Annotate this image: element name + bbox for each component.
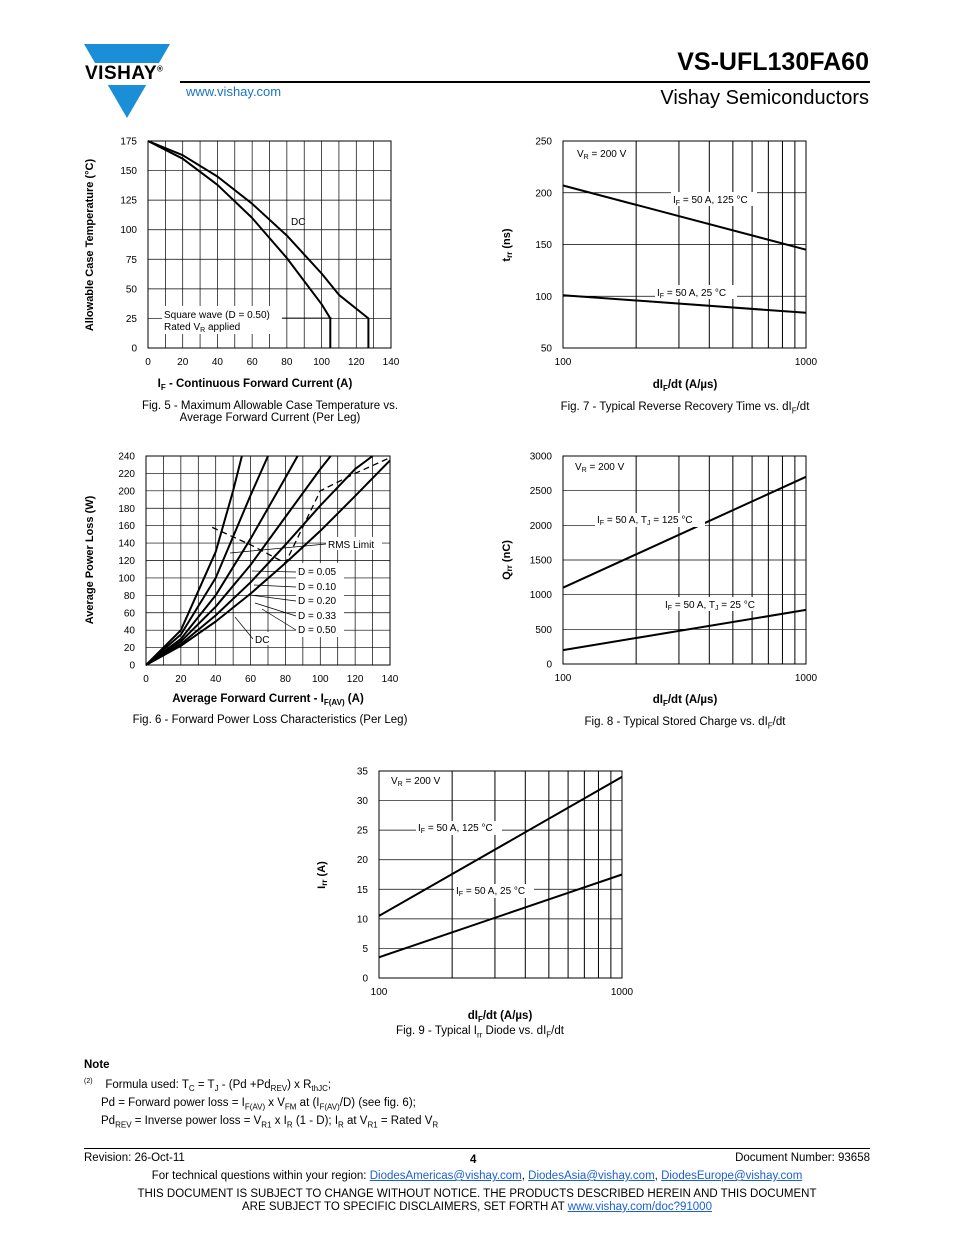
fig8-annot-25: $I_F = 50$ A, $T_J = 25$ °C [665, 600, 755, 612]
fig8-series-1 [563, 477, 806, 588]
fig9-annot-125: $I_F = 50$ A, 125 °C [418, 823, 493, 835]
fig5-ytick-label: 75 [125, 254, 137, 266]
fig5-ytick-label: 175 [120, 136, 137, 148]
fig6-xtick-label: 100 [311, 674, 329, 685]
fig7-ytick-label: 150 [535, 240, 552, 251]
fig8-ytick-label: 3000 [529, 451, 552, 463]
fig9-chart [310, 760, 640, 1028]
page-number: 4 [470, 1154, 477, 1166]
fig7-xtick-label: 1000 [794, 357, 818, 368]
fig5-ytick-label: 0 [131, 343, 137, 355]
svg-text:D = 0.05: D = 0.05 [298, 567, 337, 578]
disclaimer-2: ARE SUBJECT TO SPECIFIC DISCLAIMERS, SET FORTH AT www.vishay.com/doc?91000 [242, 1201, 712, 1213]
fig6-xtick-label: 140 [381, 674, 399, 685]
fig8-ylabel: Qrr (nC) [501, 540, 514, 580]
fig9-ytick-label: 25 [356, 825, 368, 837]
fig7-xtick-label: 100 [554, 357, 572, 368]
logo-text: VISHAY® [85, 63, 164, 84]
fig6-leader-line [252, 571, 296, 572]
fig5-ytick-label: 100 [120, 225, 137, 237]
fig5-ytick-label: 125 [120, 195, 137, 207]
fig7-ytick-label: 200 [535, 188, 552, 200]
fig6-chart [80, 445, 420, 710]
fig7-xlabel: $dI_F/dt$ (A/µs) [652, 379, 718, 393]
fig6-ytick-label: 240 [118, 451, 135, 463]
fig6-xtick-label: 20 [175, 674, 187, 685]
svg-text:DC: DC [255, 635, 270, 646]
fig7-annot-25: $I_F = 50$ A, 25 °C [657, 288, 727, 300]
svg-text:D = 0.20: D = 0.20 [298, 596, 337, 607]
fig9-annot-25: $I_F = 50$ A, 25 °C [456, 886, 526, 898]
fig5-xtick-label: 80 [281, 357, 293, 368]
note-body: $^{(2)}$ Formula used: $T_C = T_J - (Pd +Pd_{REV})$ x $R_{thJC}$; Pd = Forward power loss = $I_{F(AV)}$ x $V_{FM}$ at $(I_{F(AV)}/D)$ (see fig. 6); $Pd_{REV}$ = Inverse power loss = $V_{R1}$ x $I_R$ (1 - D); $I_R$ at $V_{R1}$ = Rated $V_R$ [84, 1078, 439, 1130]
fig5-xtick-label: 120 [347, 357, 365, 368]
header-rule [180, 81, 870, 83]
fig6-ytick-label: 0 [129, 660, 135, 672]
contact-line: For technical questions within your region: DiodesAmericas@vishay.com, DiodesAsia@vishay.com, DiodesEurope@vishay.com [151, 1170, 803, 1182]
fig7-annot-125: $I_F = 50$ A, 125 °C [673, 195, 748, 207]
fig8-ytick-label: 1500 [529, 555, 552, 567]
fig8-xtick-label: 100 [554, 673, 572, 684]
fig8-series-2 [563, 610, 806, 650]
fig5-chart [80, 130, 420, 395]
fig7-ylabel: trr (ns) [501, 228, 514, 262]
fig5-annot-rated: Rated $V_R$ applied [164, 322, 241, 334]
fig8-xlabel: $dI_F/dt$ (A/µs) [652, 694, 718, 708]
fig6-caption: Fig. 6 - Forward Power Loss Characteristics (Per Leg) [132, 714, 408, 726]
fig6-xtick-label: 0 [143, 674, 149, 685]
fig9-ytick-label: 10 [356, 914, 368, 926]
fig6-leader-line [262, 609, 296, 630]
fig5-annot-square: Square wave (D = 0.50) [164, 310, 270, 321]
fig9-xtick-label: 1000 [610, 987, 634, 998]
fig6-xtick-label: 120 [346, 674, 364, 685]
revision: Revision: 26-Oct-11 [84, 1152, 185, 1164]
fig6-xlabel: Average Forward Current - $I_{F(AV)}$ (A) [172, 693, 364, 707]
fig9-ytick-label: 20 [356, 855, 368, 867]
fig8-xtick-label: 1000 [794, 673, 818, 684]
fig8-ytick-label: 0 [546, 659, 552, 671]
fig9-ytick-label: 5 [362, 943, 368, 955]
fig6-xtick-label: 80 [279, 674, 291, 685]
fig5-ytick-label: 150 [120, 166, 137, 178]
fig7-ytick-label: 100 [535, 291, 552, 303]
fig6-ytick-label: 220 [118, 468, 135, 480]
svg-text:RMS Limit: RMS Limit [328, 540, 375, 551]
fig5-ylabel: Allowable Case Temperature (°C) [84, 158, 96, 332]
svg-text:D = 0.10: D = 0.10 [298, 582, 337, 593]
fig6-ytick-label: 20 [123, 643, 135, 655]
fig9-caption: Fig. 9 - Typical $I_{rr}$ Diode vs. $dI_F/dt$ [396, 1025, 564, 1040]
fig6-ytick-label: 200 [118, 486, 135, 498]
fig7-ytick-label: 250 [535, 136, 552, 148]
fig8-annot-vr: $V_R = 200$ V [575, 462, 625, 474]
fig8-ytick-label: 500 [535, 624, 552, 636]
website-link[interactable]: www.vishay.com [186, 84, 282, 99]
email-americas[interactable]: DiodesAmericas@vishay.com [369, 1170, 522, 1182]
fig6-ytick-label: 140 [118, 538, 135, 550]
fig6-ytick-label: 80 [123, 590, 135, 602]
fig7-annot-vr: $V_R = 200$ V [577, 149, 627, 161]
email-asia[interactable]: DiodesAsia@vishay.com [528, 1170, 655, 1182]
part-number: VS-UFL130FA60 [677, 48, 869, 76]
fig9-ytick-label: 15 [356, 884, 368, 896]
fig9-ytick-label: 35 [356, 766, 368, 778]
fig8-caption: Fig. 8 - Typical Stored Charge vs. $dI_F/dt$ [584, 716, 786, 731]
fig9-annot-vr: $V_R = 200$ V [391, 776, 441, 788]
fig9-ytick-label: 0 [362, 973, 368, 985]
fig9-ylabel: Irr (A) [316, 861, 329, 889]
fig6-leader-line [250, 595, 296, 601]
fig6-ylabel: Average Power Loss (W) [84, 495, 96, 625]
fig8-ytick-label: 2500 [529, 486, 552, 498]
fig5-xtick-label: 100 [313, 357, 330, 368]
fig6-ytick-label: 120 [118, 556, 135, 567]
fig6-ytick-label: 60 [123, 608, 135, 620]
fig5-caption: Fig. 5 - Maximum Allowable Case Temperature vs. Average Forward Current (Per Leg) [141, 400, 399, 424]
fig5-ytick-label: 50 [125, 284, 137, 296]
fig9-xtick-label: 100 [370, 987, 388, 998]
fig6-xtick-label: 60 [245, 674, 257, 685]
document-number: Document Number: 93658 [735, 1152, 870, 1164]
fig8-annot-125: $I_F = 50$ A, $T_J = 125$ °C [597, 515, 693, 527]
fig5-xtick-label: 60 [246, 357, 258, 368]
disclaimer-1: THIS DOCUMENT IS SUBJECT TO CHANGE WITHOUT NOTICE. THE PRODUCTS DESCRIBED HEREIN AND THIS DOCUMENT [137, 1188, 817, 1200]
fig5-annot-dc: DC [291, 217, 306, 228]
svg-text:D = 0.50: D = 0.50 [298, 625, 337, 636]
fig7-chart [495, 130, 825, 395]
fig5-xlabel: $I_F$ - Continuous Forward Current (A) [157, 378, 353, 392]
svg-text:D = 0.33: D = 0.33 [298, 611, 337, 622]
fig5-xtick-label: 40 [211, 357, 223, 368]
disclaimer-link[interactable]: www.vishay.com/doc?91000 [567, 1201, 712, 1213]
footer-rule [84, 1148, 870, 1149]
fig5-xtick-label: 20 [177, 357, 189, 368]
fig9-ytick-label: 30 [356, 796, 368, 808]
fig8-chart [495, 445, 825, 710]
fig9-xlabel: $dI_F/dt$ (A/µs) [467, 1010, 533, 1024]
fig5-xtick-label: 140 [382, 357, 400, 368]
fig6-leader-line [255, 603, 296, 616]
note-title: Note [84, 1059, 110, 1071]
fig5-xtick-label: 0 [145, 357, 151, 368]
fig8-ytick-label: 2000 [529, 520, 552, 532]
fig6-ytick-label: 100 [118, 573, 135, 585]
fig6-ytick-label: 160 [118, 521, 135, 533]
company-name: Vishay Semiconductors [660, 87, 869, 109]
fig6-ytick-label: 40 [123, 625, 135, 637]
fig7-caption: Fig. 7 - Typical Reverse Recovery Time vs. $dI_F/dt$ [560, 401, 810, 416]
email-europe[interactable]: DiodesEurope@vishay.com [661, 1170, 803, 1182]
fig6-ytick-label: 180 [118, 503, 135, 515]
fig6-xtick-label: 40 [210, 674, 222, 685]
fig8-ytick-label: 1000 [529, 590, 552, 602]
fig7-ytick-label: 50 [540, 343, 552, 355]
fig5-ytick-label: 25 [125, 313, 137, 325]
